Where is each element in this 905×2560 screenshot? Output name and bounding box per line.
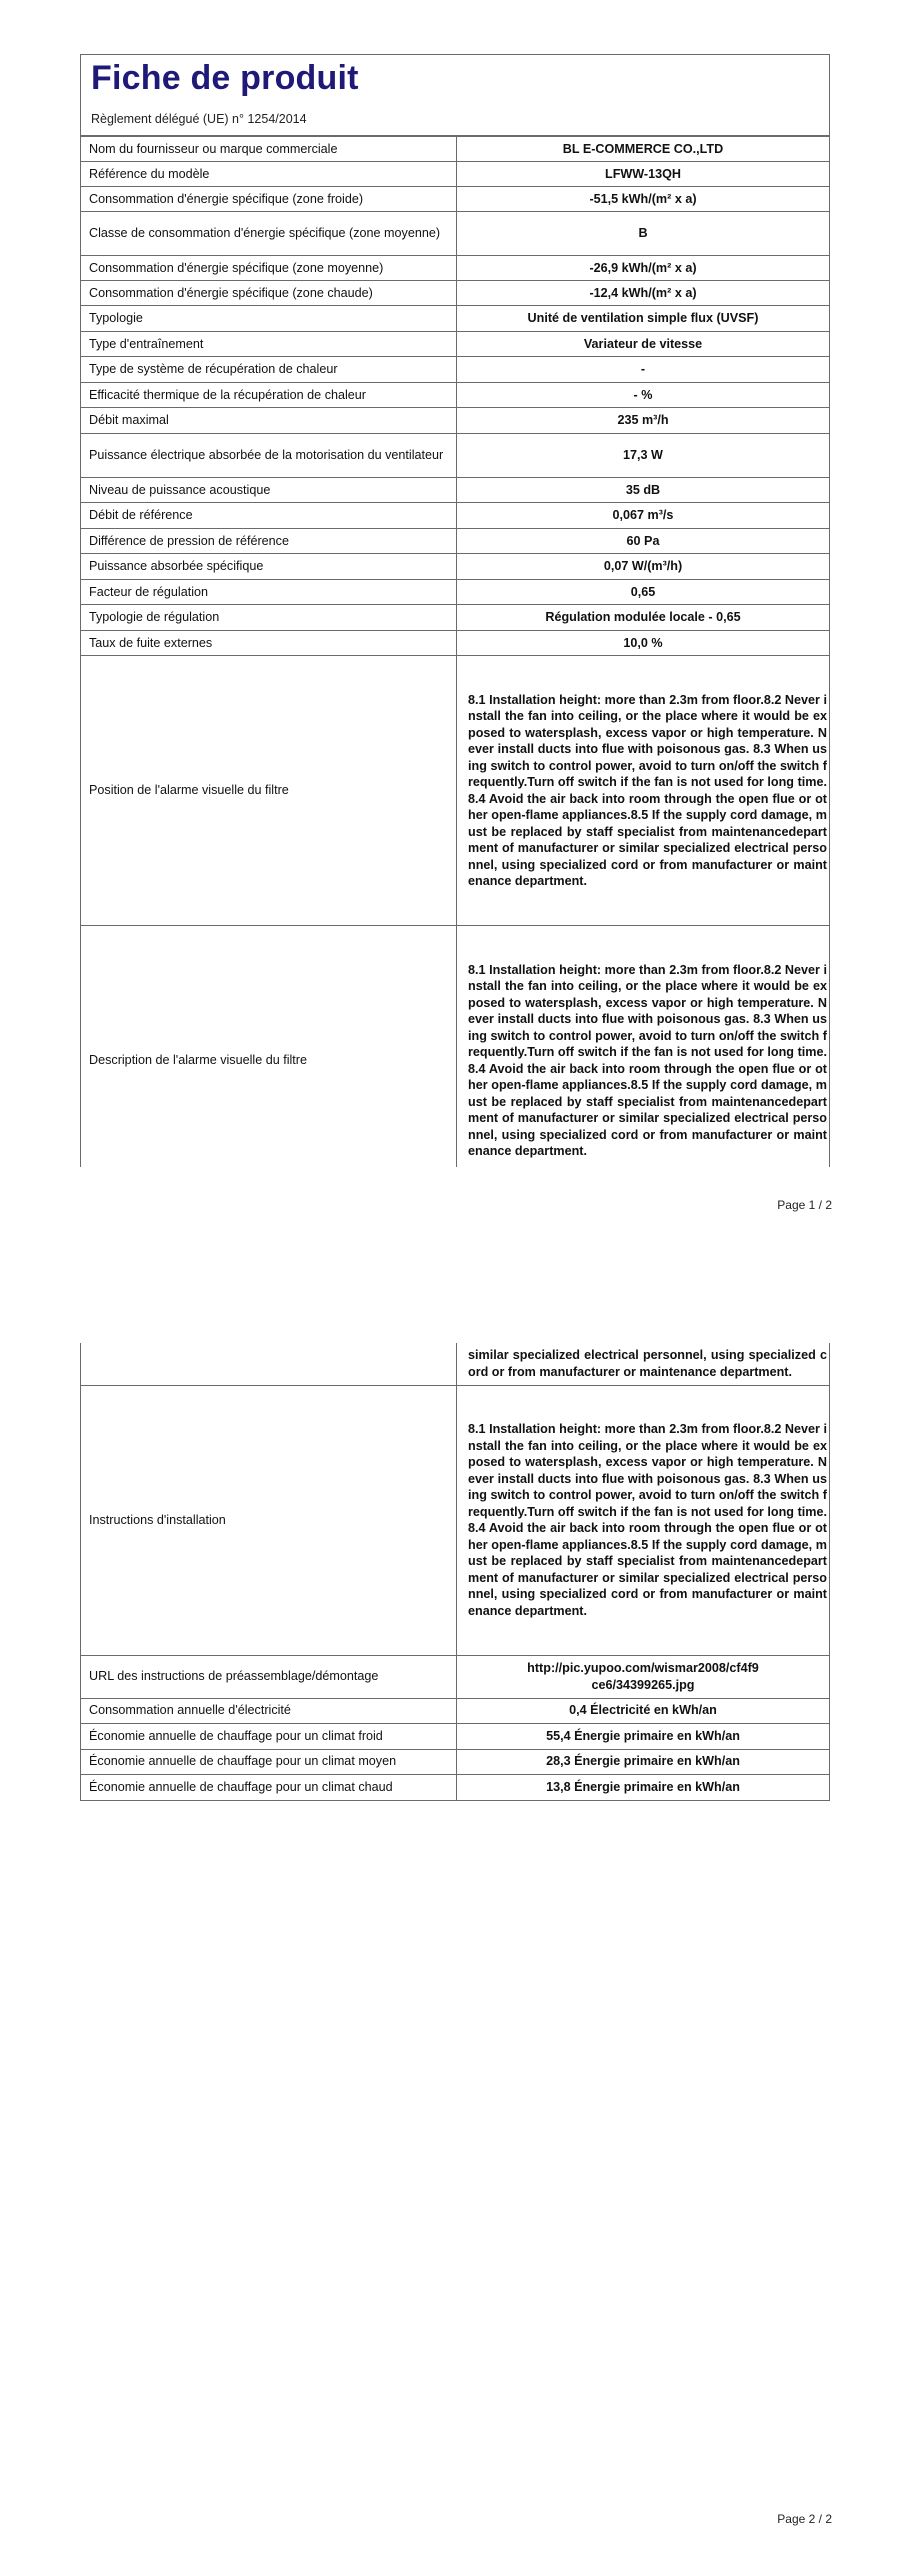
installation-notes-text: 8.1 Installation height: more than 2.3m from floor.8.2 Never install the fan into ceiling, or the place where it would be exposed to watersplash, excess vapor or high temperature. Never install ducts into flue with poisonous gas. 8.3 When using switch to control power, avoid to turn on/off the switch frequently.Turn off switch if the fan is not used for long time.8.4 Avoid the air back into room through the open flue or other open-flame appliances.8.5 If the supply cord damage, must be replaced by staff specialist from maintenancedepartment of manufacturer or similar specialized electrical personnel, using specialized cord or from manufacturer or maintenance department.	[457, 1385, 830, 1655]
row-label: Différence de pression de référence	[81, 529, 457, 554]
table-row	[81, 631, 830, 656]
row-label: Consommation d'énergie spécifique (zone moyenne)	[81, 256, 457, 281]
table-row	[81, 1698, 830, 1723]
table-row	[81, 656, 830, 926]
table-row	[81, 306, 830, 332]
row-value: - %	[457, 383, 830, 408]
row-value: 35 dB	[457, 478, 830, 503]
row-label: Efficacité thermique de la récupération de chaleur	[81, 383, 457, 408]
row-value: BL E-COMMERCE CO.,LTD	[457, 137, 830, 162]
row-value: 0,07 W/(m³/h)	[457, 554, 830, 580]
table-row	[81, 408, 830, 434]
row-value: -12,4 kWh/(m² x a)	[457, 281, 830, 306]
row-label: Typologie	[81, 306, 457, 332]
row-label	[81, 1343, 457, 1385]
row-value: 10,0 %	[457, 631, 830, 656]
document-title: Fiche de produit	[91, 59, 359, 97]
page1-table-viewport	[80, 136, 830, 1167]
installation-notes-text: 8.1 Installation height: more than 2.3m from floor.8.2 Never install the fan into ceiling, or the place where it would be exposed to watersplash, excess vapor or high temperature. Never install ducts into flue with poisonous gas. 8.3 When using switch to control power, avoid to turn on/off the switch frequently.Turn off switch if the fan is not used for long time.8.4 Avoid the air back into room through the open flue or other open-flame appliances.8.5 If the supply cord damage, must be replaced by staff specialist from maintenancedepartment of manufacturer or similar specialized electrical personnel, using specialized cord or from manufacturer or maintenance department.	[457, 656, 830, 926]
table-row	[81, 212, 830, 256]
row-value: 0,4 Électricité en kWh/an	[457, 1698, 830, 1723]
row-value: 0,067 m³/s	[457, 503, 830, 529]
table-row	[81, 281, 830, 306]
row-value: 0,65	[457, 580, 830, 605]
row-label: Niveau de puissance acoustique	[81, 478, 457, 503]
table-row	[81, 1774, 830, 1800]
continued-notes-text: similar specialized electrical personnel, using specialized cord or from manufacturer or maintenance department.	[457, 1343, 830, 1385]
row-value: Régulation modulée locale - 0,65	[457, 605, 830, 631]
table-row	[81, 926, 830, 1168]
row-label: Instructions d'installation	[81, 1385, 457, 1655]
row-label: Consommation d'énergie spécifique (zone froide)	[81, 187, 457, 212]
row-value: B	[457, 212, 830, 256]
table-row	[81, 434, 830, 478]
row-label: Économie annuelle de chauffage pour un climat moyen	[81, 1749, 457, 1774]
product-spec-table-page2	[80, 1343, 830, 1801]
row-label: Taux de fuite externes	[81, 631, 457, 656]
url-value: http://pic.yupoo.com/wismar2008/cf4f9ce6/34399265.jpg	[457, 1655, 830, 1698]
table-row	[81, 580, 830, 605]
row-label: Économie annuelle de chauffage pour un climat froid	[81, 1723, 457, 1749]
installation-notes-text: 8.1 Installation height: more than 2.3m from floor.8.2 Never install the fan into ceiling, or the place where it would be exposed to watersplash, excess vapor or high temperature. Never install ducts into flue with poisonous gas. 8.3 When using switch to control power, avoid to turn on/off the switch frequently.Turn off switch if the fan is not used for long time.8.4 Avoid the air back into room through the open flue or other open-flame appliances.8.5 If the supply cord damage, must be replaced by staff specialist from maintenancedepartment of manufacturer or similar specialized electrical personnel, using specialized cord or from manufacturer or maintenance department.	[457, 926, 830, 1168]
row-label: Référence du modèle	[81, 162, 457, 187]
row-label: Facteur de régulation	[81, 580, 457, 605]
row-value: -26,9 kWh/(m² x a)	[457, 256, 830, 281]
table-row	[81, 1749, 830, 1774]
header-box	[80, 54, 830, 136]
table-row	[81, 383, 830, 408]
row-label: Type d'entraînement	[81, 332, 457, 357]
row-value: -	[457, 357, 830, 383]
row-label: Position de l'alarme visuelle du filtre	[81, 656, 457, 926]
row-label: Typologie de régulation	[81, 605, 457, 631]
page2-table-viewport	[80, 1343, 830, 1815]
regulation-reference: Règlement délégué (UE) n° 1254/2014	[91, 112, 307, 126]
row-label: Consommation annuelle d'électricité	[81, 1698, 457, 1723]
row-label: Économie annuelle de chauffage pour un climat chaud	[81, 1774, 457, 1800]
row-label: Débit de référence	[81, 503, 457, 529]
table-row	[81, 529, 830, 554]
row-value: 235 m³/h	[457, 408, 830, 434]
row-label: Débit maximal	[81, 408, 457, 434]
table-row	[81, 554, 830, 580]
row-value: 13,8 Énergie primaire en kWh/an	[457, 1774, 830, 1800]
row-value: 28,3 Énergie primaire en kWh/an	[457, 1749, 830, 1774]
row-label: Puissance électrique absorbée de la motorisation du ventilateur	[81, 434, 457, 478]
table-row	[81, 478, 830, 503]
table-row	[81, 137, 830, 162]
table-row	[81, 256, 830, 281]
table-row	[81, 187, 830, 212]
row-value: 55,4 Énergie primaire en kWh/an	[457, 1723, 830, 1749]
row-label: Type de système de récupération de chaleur	[81, 357, 457, 383]
row-value: 60 Pa	[457, 529, 830, 554]
table-row	[81, 357, 830, 383]
row-value: Variateur de vitesse	[457, 332, 830, 357]
table-row	[81, 1655, 830, 1698]
table-row	[81, 1385, 830, 1655]
table-row	[81, 1723, 830, 1749]
table-row	[81, 1343, 830, 1385]
row-value: 17,3 W	[457, 434, 830, 478]
page-number: Page 2 / 2	[777, 2512, 832, 2526]
row-label: Classe de consommation d'énergie spécifique (zone moyenne)	[81, 212, 457, 256]
table-row	[81, 503, 830, 529]
row-value: Unité de ventilation simple flux (UVSF)	[457, 306, 830, 332]
table-row	[81, 332, 830, 357]
table-row	[81, 162, 830, 187]
row-label: Description de l'alarme visuelle du filtre	[81, 926, 457, 1168]
page-number: Page 1 / 2	[777, 1198, 832, 1212]
row-label: Puissance absorbée spécifique	[81, 554, 457, 580]
row-label: URL des instructions de préassemblage/démontage	[81, 1655, 457, 1698]
row-label: Consommation d'énergie spécifique (zone chaude)	[81, 281, 457, 306]
product-spec-table-page1	[80, 136, 830, 1167]
row-label: Nom du fournisseur ou marque commerciale	[81, 137, 457, 162]
row-value: LFWW-13QH	[457, 162, 830, 187]
row-value: -51,5 kWh/(m² x a)	[457, 187, 830, 212]
table-row	[81, 605, 830, 631]
